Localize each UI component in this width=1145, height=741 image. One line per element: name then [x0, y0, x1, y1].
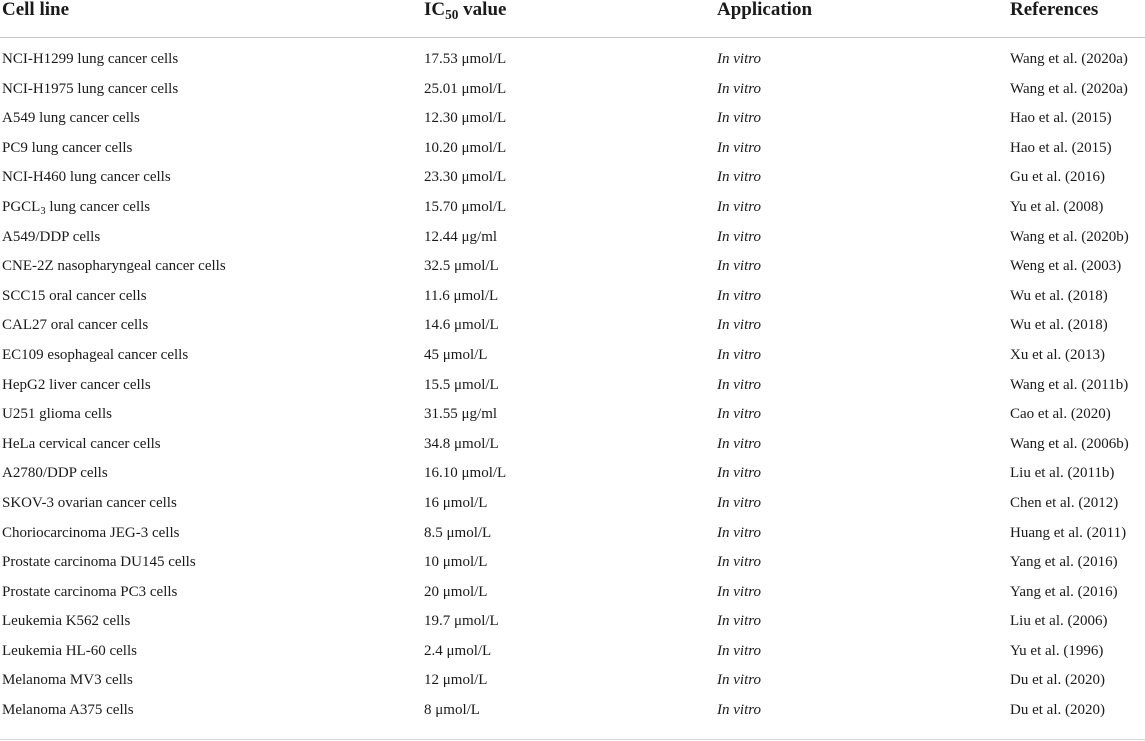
cell-line-name: EC109 esophageal cancer cells [2, 346, 189, 363]
reference-value: Wang et al. (2020a) [1010, 51, 1128, 67]
cell-line-name-suffix: lung cancer cells [45, 198, 151, 215]
ic50-value: 8.5 μmol/L [424, 524, 492, 541]
cell-line-name: A549/DDP cells [2, 228, 101, 245]
ic50-value: 12.44 μg/ml [424, 228, 498, 245]
table-row [0, 198, 1145, 228]
table-row [0, 524, 1145, 554]
application-value: In vitro [717, 494, 762, 511]
cell-line-name: SCC15 oral cancer cells [2, 287, 147, 304]
cell-line-name: PC9 lung cancer cells [2, 139, 133, 156]
table-body [0, 50, 1145, 731]
table-row [0, 80, 1145, 110]
reference-value: Weng et al. (2003) [1010, 258, 1122, 275]
ic50-value: 34.8 μmol/L [424, 435, 499, 452]
header-references: References [1010, 0, 1099, 20]
cell-line-name: A549 lung cancer cells [2, 110, 140, 127]
table-row [0, 50, 1145, 80]
application-value: In vitro [717, 465, 762, 482]
table-row [0, 583, 1145, 613]
application-value: In vitro [717, 258, 762, 275]
reference-value: Du et al. (2020) [1010, 672, 1105, 689]
application-value: In vitro [717, 583, 762, 600]
cell-line-name: HeLa cervical cancer cells [2, 435, 161, 452]
application-value: In vitro [717, 554, 762, 571]
table-row [0, 405, 1145, 435]
application-value: In vitro [717, 406, 762, 423]
application-value: In vitro [717, 198, 762, 215]
ic50-value: 10 μmol/L [424, 554, 488, 571]
application-value: In vitro [717, 376, 762, 393]
reference-value: Chen et al. (2012) [1010, 494, 1119, 511]
table-row [0, 612, 1145, 642]
table-row [0, 316, 1145, 346]
ic50-value: 31.55 μg/ml [424, 406, 498, 423]
table-row [0, 376, 1145, 406]
ic50-value: 14.6 μmol/L [424, 317, 499, 334]
ic50-value: 12 μmol/L [424, 672, 488, 689]
ic50-value: 23.30 μmol/L [424, 169, 507, 186]
header-ic50-prefix: IC [424, 0, 446, 20]
application-value: In vitro [717, 317, 762, 334]
ic50-value: 16.10 μmol/L [424, 465, 507, 482]
application-value: In vitro [717, 80, 762, 97]
cell-line-name: CAL27 oral cancer cells [2, 317, 149, 334]
application-value: In vitro [717, 139, 762, 156]
header-application: Application [717, 0, 813, 20]
cell-line-name: Prostate carcinoma DU145 cells [2, 554, 196, 571]
ic50-value: 19.7 μmol/L [424, 613, 499, 630]
ic50-value: 11.6 μmol/L [424, 287, 499, 304]
application-value: In vitro [717, 346, 762, 363]
reference-value: Wang et al. (2020b) [1010, 228, 1129, 245]
table-row [0, 168, 1145, 198]
cell-line-name: NCI-H1975 lung cancer cells [2, 80, 179, 97]
ic50-value: 15.5 μmol/L [424, 376, 499, 393]
ic50-value: 32.5 μmol/L [424, 258, 499, 275]
table-row [0, 287, 1145, 317]
table-row [0, 109, 1145, 139]
header-cell-line: Cell line [2, 0, 70, 20]
table-row [0, 642, 1145, 672]
header-ic50-suffix: value [458, 0, 507, 20]
reference-value: Huang et al. (2011) [1010, 524, 1127, 541]
table-row [0, 553, 1145, 583]
cell-line-name [2, 198, 150, 216]
ic50-value: 20 μmol/L [424, 583, 488, 600]
reference-value: Du et al. (2020) [1010, 702, 1105, 719]
reference-value: Wang et al. (2020a) [1010, 80, 1128, 97]
ic50-value: 10.20 μmol/L [424, 139, 507, 156]
ic50-value: 16 μmol/L [424, 494, 488, 511]
table-row [0, 139, 1145, 169]
reference-value: Yang et al. (2016) [1010, 554, 1118, 571]
ic50-value: 25.01 μmol/L [424, 80, 507, 97]
reference-value: Yang et al. (2016) [1010, 583, 1118, 600]
application-value: In vitro [717, 110, 762, 127]
reference-value: Wu et al. (2018) [1010, 317, 1108, 334]
application-value: In vitro [717, 702, 762, 719]
table-row [0, 464, 1145, 494]
header-ic50 [424, 0, 506, 20]
application-value: In vitro [717, 642, 762, 659]
application-value: In vitro [717, 435, 762, 452]
cell-line-name: Leukemia HL-60 cells [2, 642, 137, 659]
table-row [0, 701, 1145, 731]
reference-value: Liu et al. (2006) [1010, 613, 1108, 630]
cell-line-name: NCI-H460 lung cancer cells [2, 169, 171, 186]
cell-line-name: Choriocarcinoma JEG-3 cells [2, 524, 180, 541]
application-value: In vitro [717, 228, 762, 245]
reference-value: Yu et al. (1996) [1010, 642, 1104, 659]
table-row [0, 671, 1145, 701]
cell-line-name: NCI-H1299 lung cancer cells [2, 51, 179, 67]
table-row [0, 346, 1145, 376]
ic50-value: 2.4 μmol/L [424, 642, 492, 659]
table-row [0, 228, 1145, 258]
ic50-value: 17.53 μmol/L [424, 51, 507, 67]
application-value: In vitro [717, 169, 762, 186]
cell-line-name: SKOV-3 ovarian cancer cells [2, 494, 177, 511]
reference-value: Wang et al. (2011b) [1010, 376, 1129, 393]
cell-line-name: Melanoma MV3 cells [2, 672, 133, 689]
table-row [0, 257, 1145, 287]
reference-value: Wu et al. (2018) [1010, 287, 1108, 304]
ic50-value: 8 μmol/L [424, 702, 480, 719]
cell-line-name: U251 glioma cells [2, 406, 112, 423]
ic50-value: 45 μmol/L [424, 346, 488, 363]
application-value: In vitro [717, 51, 762, 67]
application-value: In vitro [717, 524, 762, 541]
reference-value: Liu et al. (2011b) [1010, 465, 1115, 482]
cell-line-name: CNE-2Z nasopharyngeal cancer cells [2, 258, 226, 275]
cell-line-name: Melanoma A375 cells [2, 702, 134, 719]
cell-line-name: Prostate carcinoma PC3 cells [2, 583, 178, 600]
table-row [0, 494, 1145, 524]
cell-line-name: Leukemia K562 cells [2, 613, 131, 630]
application-value: In vitro [717, 287, 762, 304]
application-value: In vitro [717, 672, 762, 689]
bottom-rule [0, 739, 1145, 740]
cell-line-name: A2780/DDP cells [2, 465, 108, 482]
reference-value: Hao et al. (2015) [1010, 110, 1112, 127]
cell-line-name: HepG2 liver cancer cells [2, 376, 151, 393]
cell-line-name-subscript: 3 [40, 206, 46, 218]
header-ic50-subscript: 50 [445, 6, 459, 22]
table-row [0, 435, 1145, 465]
reference-value: Yu et al. (2008) [1010, 198, 1104, 215]
application-value: In vitro [717, 613, 762, 630]
ic50-value: 15.70 μmol/L [424, 198, 507, 215]
ic50-value: 12.30 μmol/L [424, 110, 507, 127]
reference-value: Xu et al. (2013) [1010, 346, 1105, 363]
reference-value: Gu et al. (2016) [1010, 169, 1105, 186]
cell-line-name-part: PGCL [2, 198, 41, 215]
reference-value: Cao et al. (2020) [1010, 406, 1111, 423]
reference-value: Hao et al. (2015) [1010, 139, 1112, 156]
table-header [0, 0, 1145, 38]
reference-value: Wang et al. (2006b) [1010, 435, 1129, 452]
